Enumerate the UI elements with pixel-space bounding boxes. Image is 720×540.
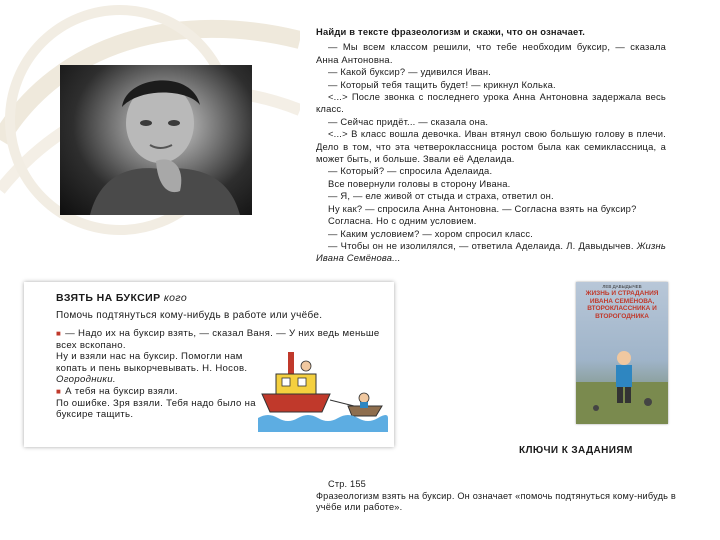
task-title: Найди в тексте фразеологизм и скажи, что он означает.: [316, 26, 586, 37]
task-paragraph: — Мы всем классом решили, что тебе необходим буксир, — сказала Анна Антоновна.: [316, 41, 666, 65]
task-text: [316, 26, 666, 265]
tugboat-illustration: [258, 346, 388, 432]
citation-work: Жизнь Ивана Семёнова...: [316, 239, 666, 264]
dictionary-example-text: Ну и взяли нас на буксир. Помогли нам копать и пень выкорчевывать. Н. Носов.: [56, 351, 248, 374]
book-cover: [576, 282, 668, 424]
task-paragraph: Ну как? — спросила Анна Антоновна. — Согласна взять на буксир?: [328, 202, 637, 214]
task-paragraph-last: [316, 240, 666, 265]
task-paragraph: — Каким условием? — хором спросил класс.: [328, 227, 534, 239]
task-paragraph: Все повернули головы в сторону Ивана.: [328, 177, 511, 189]
dictionary-definition: Помочь подтянуться кому-нибудь в работе или учёбе.: [56, 310, 323, 321]
keys-body: [316, 479, 676, 514]
dictionary-example-text: По ошибке. Зря взяли. Тебя надо было на буксире тащить.: [56, 397, 256, 421]
book-title-line: ИВАНА СЕМЁНОВА,: [589, 297, 655, 305]
dictionary-entry-head: [56, 292, 187, 304]
book-title-line: ВТОРОКЛАССНИКА И ВТОРОГОДНИКА: [587, 305, 657, 320]
dictionary-example-text: — Надо их на буксир взять, — сказал Ваня. — У них ведь меньше всех вскопано.: [56, 328, 380, 351]
task-paragraph: — Который? — спросила Аделаида.: [328, 165, 493, 177]
book-title-line: ЖИЗНЬ И СТРАДАНИЯ: [585, 290, 659, 297]
task-paragraph: — Который тебя тащить будет! — крикнул Колька.: [328, 78, 556, 90]
task-paragraph-text: — Чтобы он не изолилялся, — ответила Аделаида.: [328, 239, 564, 251]
task-paragraph: — Сейчас придёт... — сказала она.: [328, 115, 489, 127]
square-bullet-icon: ■: [56, 329, 62, 338]
keys-title: КЛЮЧИ К ЗАДАНИЯМ: [519, 445, 633, 456]
keys-page-ref: Стр. 155: [328, 479, 366, 489]
dictionary-grammar: кого: [163, 292, 188, 304]
keys-answer: Фразеологизм взять на буксир. Он означает «помочь подтянуться кому-нибудь в учёбе или работе».: [316, 490, 676, 513]
dictionary-example: [56, 386, 261, 398]
task-paragraph: <...> В класс вошла девочка. Иван втянул свою большую голову в плечи. Дело в том, что эта четвероклассница ростом была как семиклассница, а может быть, и больше. Звали её Аделаида.: [316, 128, 666, 165]
task-paragraph: — Я, — еле живой от стыда и страха, ответил он.: [328, 190, 554, 202]
citation-author: Л. Давыдычев.: [566, 239, 634, 251]
dictionary-term: ВЗЯТЬ НА БУКСИР: [56, 292, 161, 304]
task-paragraph: <...> После звонка с последнего урока Анна Антоновна задержала весь класс.: [316, 91, 666, 115]
book-author: ЛЕВ ДАВЫДЫЧЕВ: [602, 284, 642, 289]
dictionary-example: [56, 398, 261, 421]
dictionary-example-text: А тебя на буксир взяли.: [65, 385, 178, 397]
task-paragraph: Согласна. Но с одним условием.: [328, 215, 477, 227]
author-photo: [60, 65, 252, 215]
dictionary-example: [56, 351, 261, 386]
square-bullet-icon: ■: [56, 386, 62, 396]
task-paragraph: — Какой буксир? — удивился Иван.: [328, 66, 492, 78]
dictionary-example-cite: Огородники.: [56, 374, 116, 386]
